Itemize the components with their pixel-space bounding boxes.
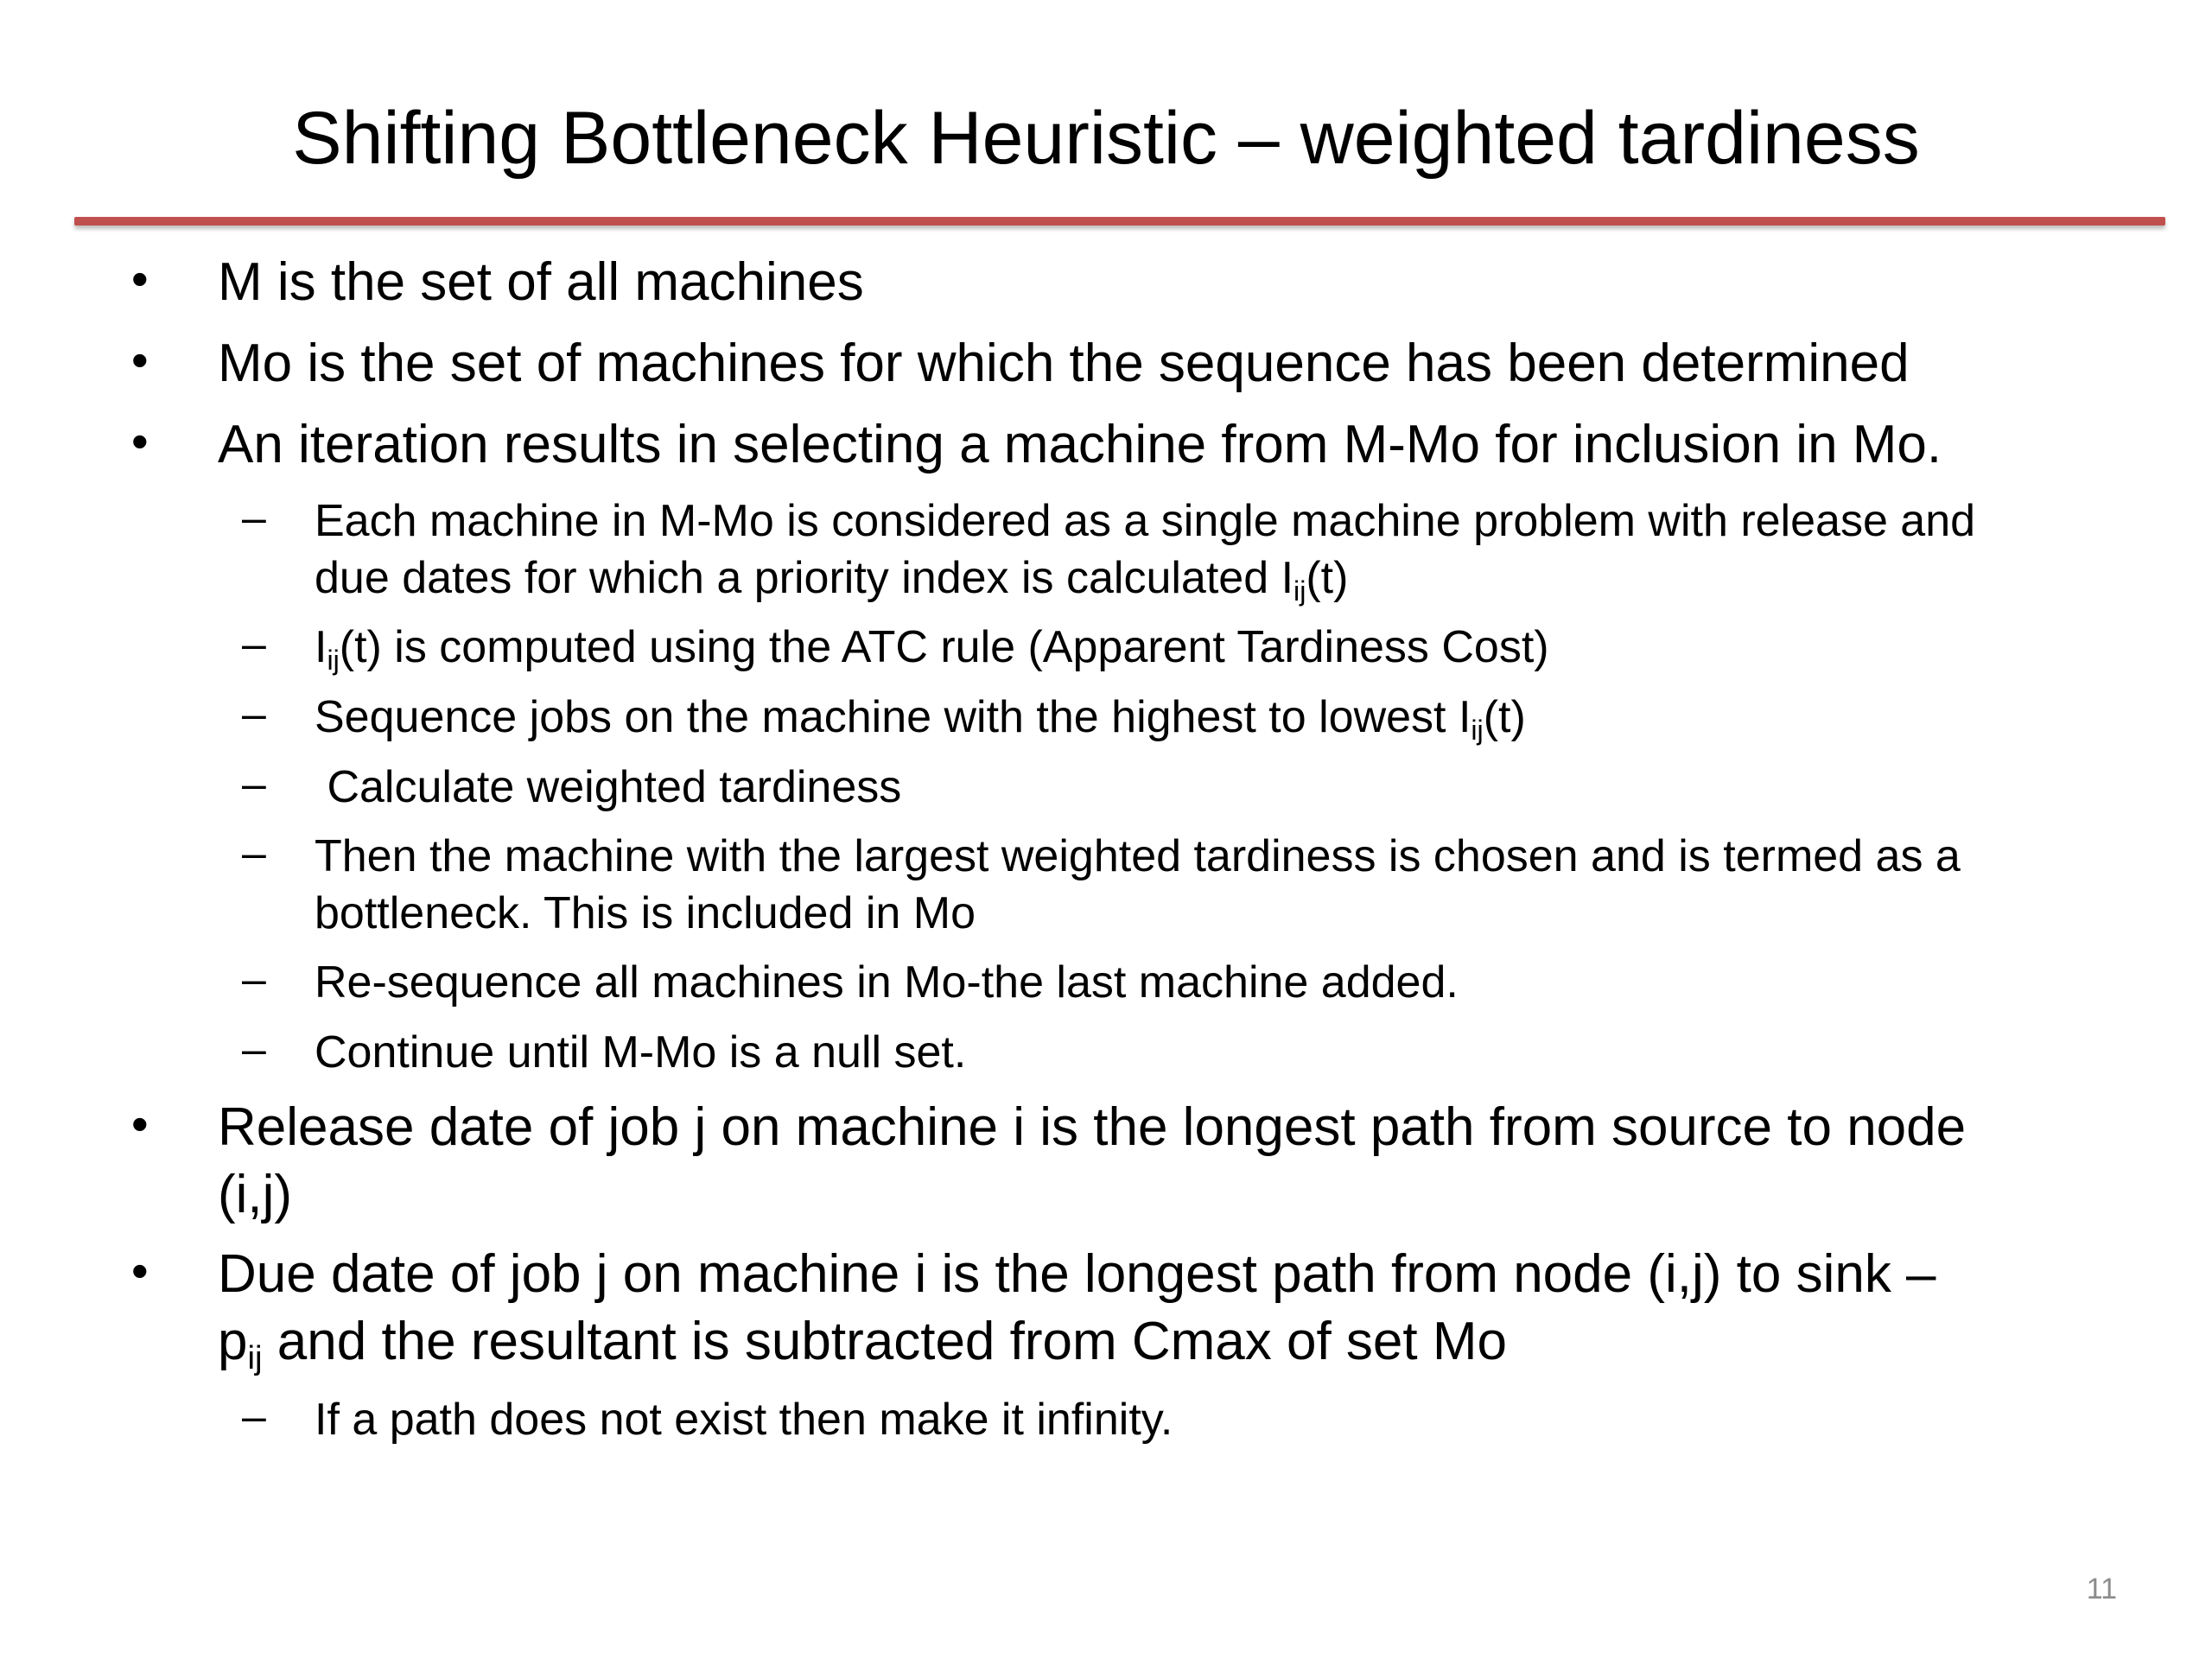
sub-bullet-text (315, 550, 1348, 607)
slide-title: Shifting Bottleneck Heuristic – weighted tardiness (292, 97, 1920, 180)
bullet-marker: • (131, 414, 149, 468)
bullet-text: Due date of job j on machine i is the longest path from node (i,j) to sink – (218, 1244, 1936, 1304)
sub-bullet-text: Continue until M-Mo is a null set. (315, 1027, 967, 1077)
sub-bullet-text: Then the machine with the largest weighted tardiness is chosen and is termed as a (315, 831, 1961, 881)
dash-marker: – (242, 1025, 266, 1073)
sub-bullet-line: Sequence jobs on the machine with the highest to lowest I (315, 692, 1471, 742)
bullet-marker: • (131, 1096, 149, 1151)
dash-marker: – (242, 1392, 266, 1440)
sub-bullet-line: (t) (1483, 692, 1526, 742)
sub-bullet-line: (t) (1306, 553, 1349, 603)
sub-bullet-text (315, 493, 1975, 550)
sub-bullet-line: I (315, 622, 327, 672)
subscript: ij (247, 1338, 263, 1376)
sub-bullet-line: (t) is computed using the ATC rule (Apparent Tardiness Cost) (339, 622, 1549, 672)
sub-bullet-line: Each machine in M-Mo is considered as a single machine problem with release and (315, 496, 1976, 546)
sub-bullet-text (315, 619, 1549, 676)
sub-bullet-line: due dates for which a priority index is calculated I (315, 553, 1294, 603)
bullet-text: An iteration results in selecting a machine from M-Mo for inclusion in Mo. (218, 415, 1942, 474)
bullet-line: p (218, 1312, 248, 1371)
bullet-line: and the resultant is subtracted from Cmax of set Mo (262, 1312, 1507, 1371)
sub-bullet-text: Re-sequence all machines in Mo-the last machine added. (315, 957, 1459, 1007)
sub-bullet-text: Calculate weighted tardiness (315, 762, 902, 812)
bullet-marker: • (131, 1243, 149, 1298)
subscript: ij (1471, 715, 1484, 747)
dash-marker: – (242, 955, 266, 1003)
sub-bullet-text: bottleneck. This is included in Mo (315, 888, 976, 938)
bullet-text: (i,j) (218, 1165, 293, 1224)
bullet-marker: • (131, 251, 149, 306)
bullet-text: M is the set of all machines (218, 252, 864, 312)
subscript: ij (1294, 575, 1306, 607)
dash-marker: – (242, 829, 266, 877)
sub-bullet-text: If a path does not exist then make it infinity. (315, 1395, 1173, 1445)
page-number: 11 (2086, 1573, 2117, 1605)
dash-marker: – (242, 760, 266, 808)
bullet-text: Release date of job j on machine i is the longest path from source to node (218, 1097, 1967, 1157)
sub-bullet-text (315, 689, 1526, 746)
dash-marker: – (242, 493, 266, 542)
dash-marker: – (242, 690, 266, 738)
subscript: ij (327, 645, 340, 677)
bullet-text (218, 1308, 1507, 1376)
bullet-text: Mo is the set of machines for which the sequence has been determined (218, 334, 1910, 393)
bullet-marker: • (131, 333, 149, 387)
dash-marker: – (242, 620, 266, 668)
